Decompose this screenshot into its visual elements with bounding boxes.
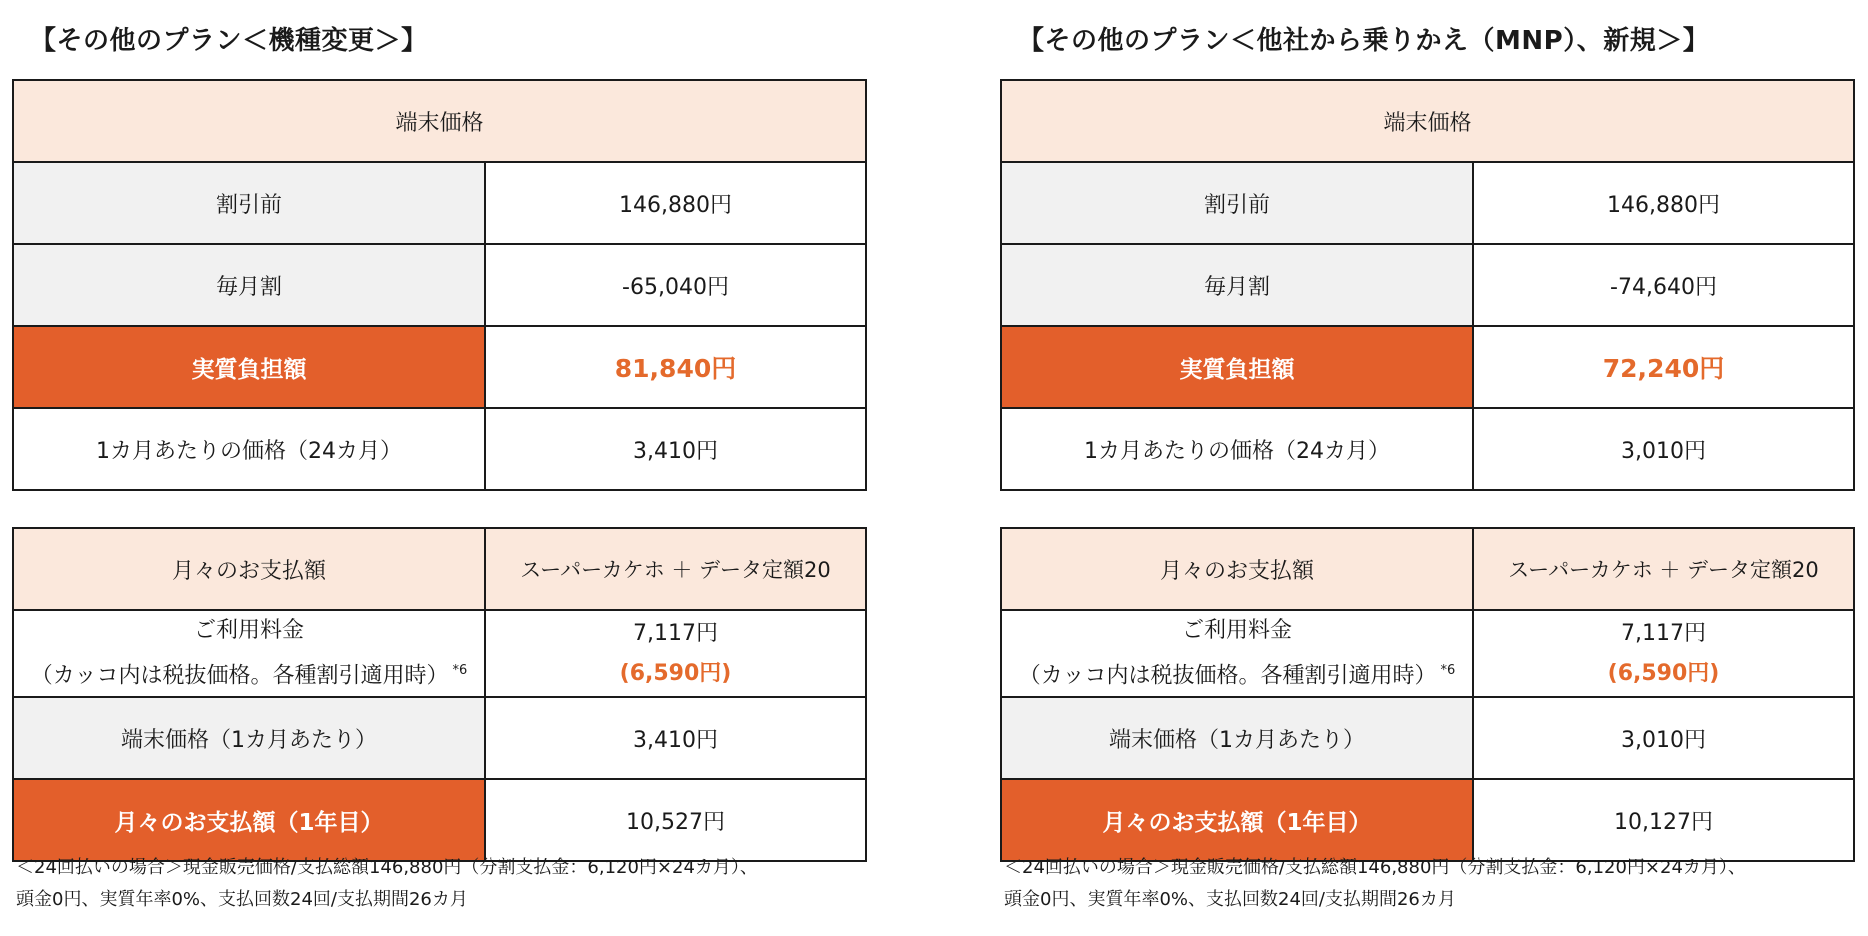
row-label: 毎月割	[13, 244, 485, 326]
usage-fee-title: ご利用料金	[1181, 618, 1292, 643]
row-value: 3,010円	[1473, 697, 1854, 779]
plan-name: スーパーカケホ ＋ データ定額20	[1473, 528, 1854, 610]
monthly-payment-header: 月々のお支払額	[13, 528, 485, 610]
footnote-line: ＜24回払いの場合＞現金販売価格/支払総額146,880円（分割支払金：6,120円×24カ月）、	[1004, 857, 1746, 878]
usage-fee-label	[13, 610, 485, 697]
row-label: 1カ月あたりの価格（24カ月）	[1001, 408, 1473, 490]
effective-cost-value: 72,240円	[1473, 326, 1854, 408]
row-label: 端末価格（1カ月あたり）	[13, 697, 485, 779]
row-label: 端末価格（1カ月あたり）	[1001, 697, 1473, 779]
monthly-total-label: 月々のお支払額（1年目）	[1001, 779, 1473, 861]
usage-fee-title: ご利用料金	[193, 618, 304, 643]
table-row	[1001, 408, 1854, 490]
usage-fee-amount: 7,117円	[1621, 620, 1706, 646]
effective-cost-label: 実質負担額	[13, 326, 485, 408]
monthly-total-label: 月々のお支払額（1年目）	[13, 779, 485, 861]
table-row	[13, 408, 866, 490]
table-row	[13, 162, 866, 244]
effective-cost-label: 実質負担額	[1001, 326, 1473, 408]
row-value: 146,880円	[1473, 162, 1854, 244]
table-row	[13, 779, 866, 861]
footnote-line: ＜24回払いの場合＞現金販売価格/支払総額146,880円（分割支払金：6,120円×24カ月）、	[16, 857, 758, 878]
installment-footnote	[1004, 852, 1864, 916]
table-row	[1001, 244, 1854, 326]
table-row	[13, 610, 866, 697]
row-label: 割引前	[13, 162, 485, 244]
usage-fee-value	[485, 610, 866, 697]
usage-fee-amount-excl-tax: (6,590円)	[1607, 660, 1720, 686]
device-price-header: 端末価格	[13, 80, 866, 162]
usage-fee-amount: 7,117円	[633, 620, 718, 646]
row-value: -65,040円	[485, 244, 866, 326]
table-row	[1001, 779, 1854, 861]
section-title: 【その他のプラン＜機種変更＞】	[30, 26, 428, 56]
monthly-payment-table	[1000, 527, 1855, 862]
effective-cost-value: 81,840円	[485, 326, 866, 408]
row-value: -74,640円	[1473, 244, 1854, 326]
footnote-line: 頭金0円、実質年率0%、支払回数24回/支払期間26カ月	[1004, 889, 1456, 910]
footnote-line: 頭金0円、実質年率0%、支払回数24回/支払期間26カ月	[16, 889, 468, 910]
usage-fee-note: （カッコ内は税抜価格。各種割引適用時）	[1018, 663, 1437, 689]
footnote-mark: *6	[452, 663, 468, 678]
table-row	[1001, 697, 1854, 779]
row-label: 毎月割	[1001, 244, 1473, 326]
table-row	[13, 326, 866, 408]
device-price-table	[1000, 79, 1855, 491]
installment-footnote	[16, 852, 876, 916]
row-value: 146,880円	[485, 162, 866, 244]
usage-fee-amount-excl-tax: (6,590円)	[619, 660, 732, 686]
row-label: 割引前	[1001, 162, 1473, 244]
footnote-mark: *6	[1440, 663, 1456, 678]
table-row	[1001, 162, 1854, 244]
monthly-total-value: 10,527円	[485, 779, 866, 861]
table-row	[13, 244, 866, 326]
row-value: 3,410円	[485, 697, 866, 779]
row-value: 3,410円	[485, 408, 866, 490]
plan-name: スーパーカケホ ＋ データ定額20	[485, 528, 866, 610]
usage-fee-value	[1473, 610, 1854, 697]
usage-fee-label	[1001, 610, 1473, 697]
monthly-total-value: 10,127円	[1473, 779, 1854, 861]
monthly-payment-table	[12, 527, 867, 862]
device-price-table	[12, 79, 867, 491]
table-row	[1001, 610, 1854, 697]
section-title: 【その他のプラン＜他社から乗りかえ（MNP）、新規＞】	[1018, 26, 1710, 56]
usage-fee-note: （カッコ内は税抜価格。各種割引適用時）	[30, 663, 449, 689]
row-label: 1カ月あたりの価格（24カ月）	[13, 408, 485, 490]
device-price-header: 端末価格	[1001, 80, 1854, 162]
monthly-payment-header: 月々のお支払額	[1001, 528, 1473, 610]
table-row	[1001, 326, 1854, 408]
table-row	[13, 697, 866, 779]
row-value: 3,010円	[1473, 408, 1854, 490]
